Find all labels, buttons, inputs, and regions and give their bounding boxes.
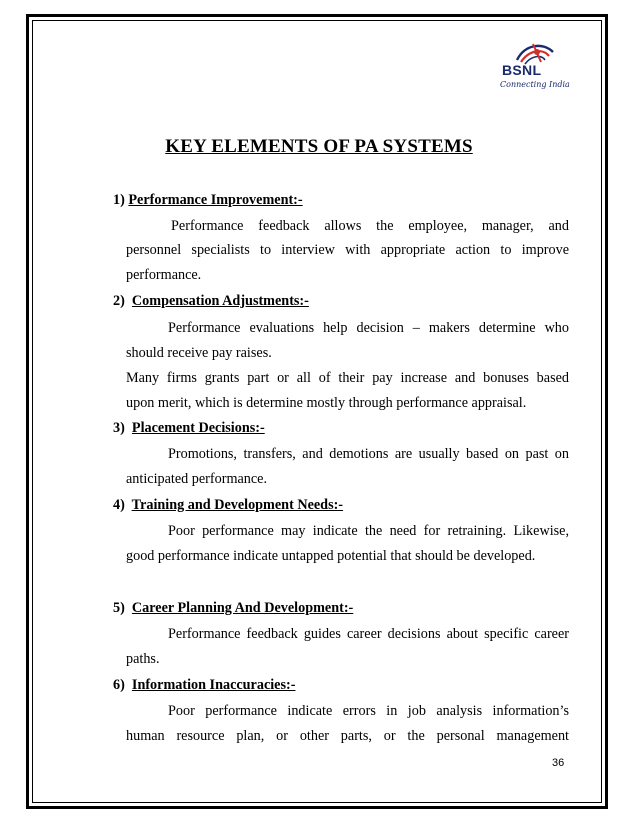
body-line: Poor performance may indicate the need for retraining. Likewise, — [168, 523, 569, 539]
section-number: 6) — [113, 677, 125, 693]
body-line: Promotions, transfers, and demotions are usually based on past on — [168, 446, 569, 462]
body-line: Performance evaluations help decision – makers determine who — [168, 320, 569, 336]
section-heading — [113, 677, 295, 694]
page-number: 36 — [552, 757, 565, 769]
logo-tagline: Connecting India — [500, 80, 570, 89]
section-heading-text: Career Planning And Development:- — [131, 600, 354, 616]
section-heading — [113, 293, 309, 310]
section-heading-text: Compensation Adjustments:- — [131, 293, 309, 309]
body-line: Poor performance indicate errors in job analysis information’s — [168, 703, 569, 719]
section-heading — [113, 420, 265, 437]
body-line: personnel specialists to interview with appropriate action to improve — [126, 242, 569, 258]
page-title: KEY ELEMENTS OF PA SYSTEMS — [165, 136, 473, 157]
body-line: human resource plan, or other parts, or the personal management — [126, 728, 569, 744]
section-heading — [113, 600, 353, 617]
body-line: upon merit, which is determine mostly through performance appraisal. — [126, 395, 527, 411]
body-line: should receive pay raises. — [126, 345, 272, 361]
section-number: 2) — [113, 293, 125, 309]
section-heading — [113, 192, 303, 209]
section-number: 5) — [113, 600, 125, 616]
section-number: 3) — [113, 420, 125, 436]
body-line: Many firms grants part or all of their pay increase and bonuses based — [126, 370, 569, 386]
section-heading-text: Performance Improvement:- — [128, 192, 303, 208]
body-line: Performance feedback guides career decisions about specific career — [168, 626, 569, 642]
body-line: performance. — [126, 267, 202, 283]
section-number: 1) — [113, 192, 125, 208]
body-line: Performance feedback allows the employee, manager, and — [171, 218, 569, 234]
body-line: good performance indicate untapped potential that should be developed. — [126, 548, 536, 564]
section-heading-text: Training and Development Needs:- — [131, 497, 344, 513]
section-heading — [113, 497, 343, 514]
body-line: paths. — [126, 651, 160, 667]
body-line: anticipated performance. — [126, 471, 268, 487]
section-number: 4) — [113, 497, 125, 513]
section-heading-text: Placement Decisions:- — [131, 420, 265, 436]
section-heading-text: Information Inaccuracies:- — [131, 677, 296, 693]
logo-wordmark: BSNL — [502, 62, 542, 78]
